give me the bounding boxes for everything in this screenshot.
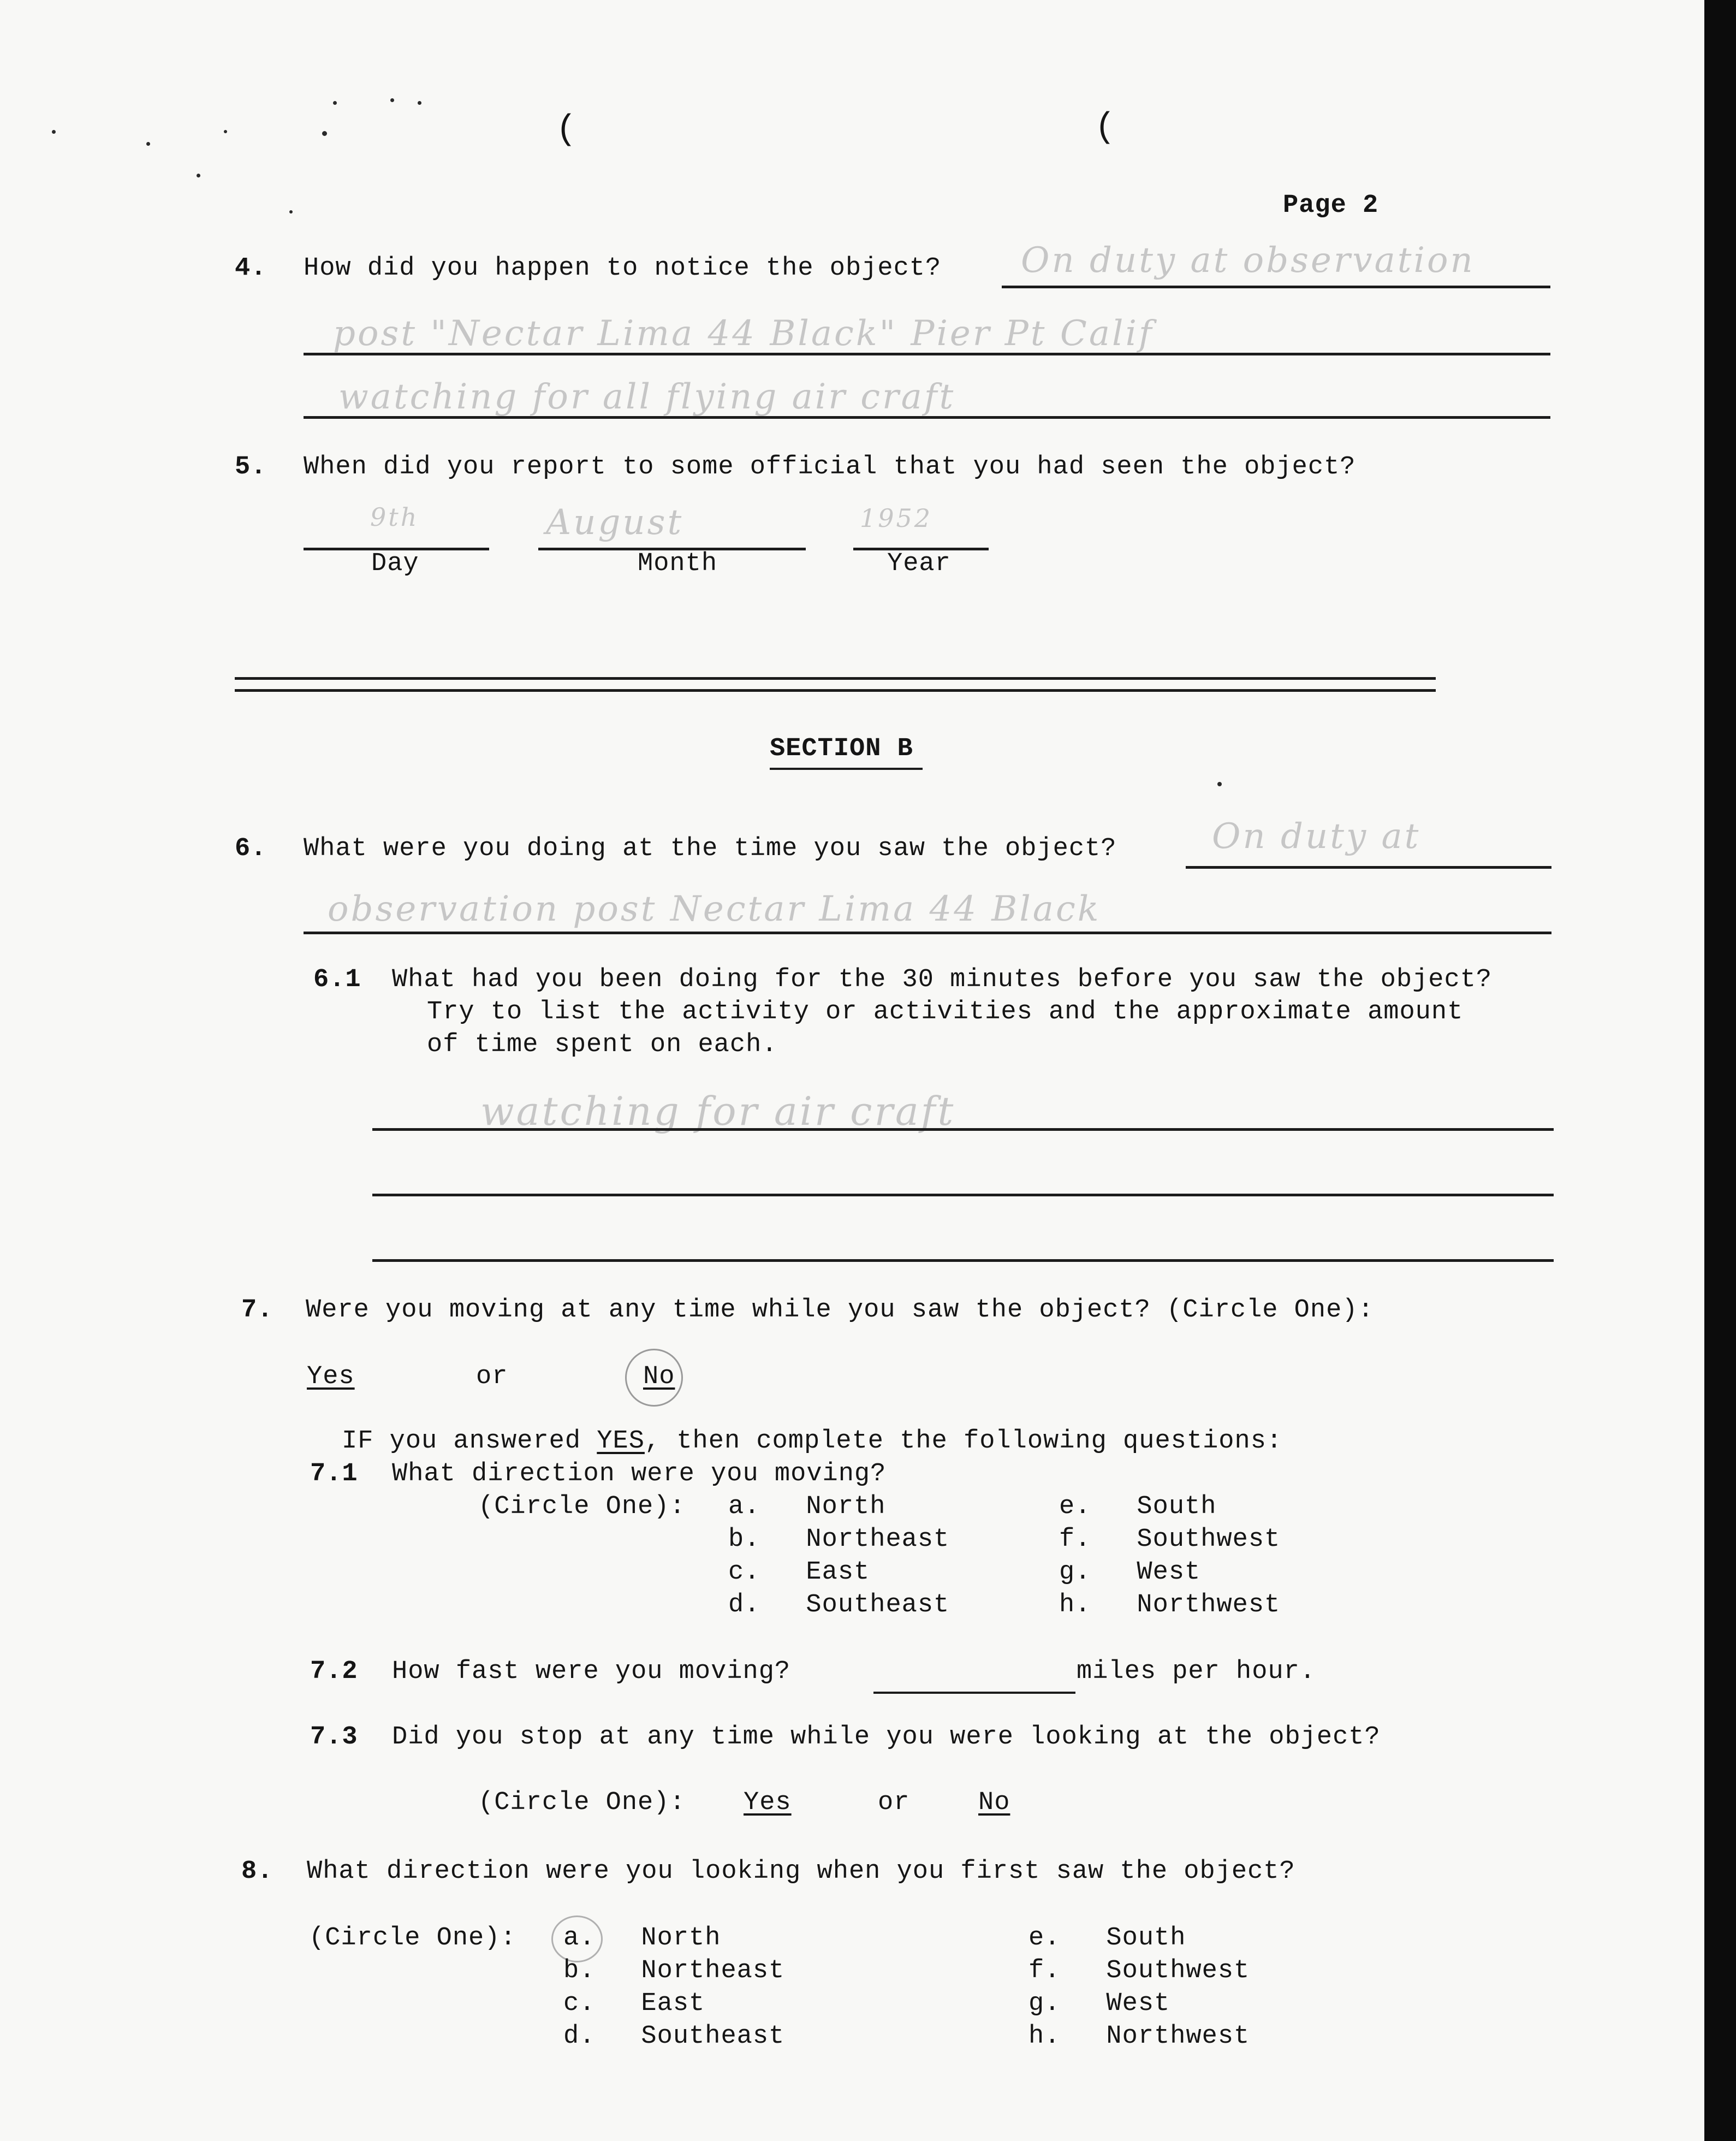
q8-question: What direction were you looking when you first saw the object? (307, 1857, 1295, 1886)
q6-handwriting: observation post Nectar Lima 44 Black (328, 889, 1101, 929)
q7-3-no-option[interactable]: No (978, 1788, 1010, 1817)
q7-if-line (342, 1426, 1282, 1457)
q6-handwriting: On duty at (1212, 816, 1421, 857)
q8-option-h[interactable] (1028, 2021, 1250, 2052)
scan-speck (289, 210, 293, 213)
q7-1-option-d[interactable] (728, 1590, 949, 1621)
option-label: West (1137, 1558, 1201, 1587)
q7-1-option-e[interactable] (1059, 1492, 1216, 1522)
option-letter: c. (728, 1558, 760, 1587)
q6-answer-line[interactable] (304, 932, 1551, 934)
option-label: East (641, 1989, 705, 2018)
q4-question: How did you happen to notice the object? (304, 254, 942, 283)
q5-month-label: Month (638, 549, 718, 578)
q7-2-unit: miles per hour. (1077, 1657, 1316, 1686)
q7-question: Were you moving at any time while you saw the object? (Circle One): (306, 1296, 1374, 1325)
scan-speck (224, 130, 227, 133)
q7-or: or (476, 1362, 508, 1391)
q6-1-question: What had you been doing for the 30 minutes before you saw the object? (392, 965, 1493, 994)
q6-number: 6. (235, 834, 267, 863)
paren-mark: ( (556, 110, 578, 150)
scan-speck (390, 98, 394, 102)
option-letter: d. (728, 1591, 760, 1620)
q7-number: 7. (241, 1296, 274, 1325)
q6-1-answer-line[interactable] (372, 1194, 1554, 1196)
q8-option-b[interactable] (563, 1956, 784, 1986)
q5-year-handwriting: 1952 (860, 503, 933, 533)
option-label: Northeast (641, 1956, 785, 1985)
q8-option-a[interactable] (563, 1923, 721, 1954)
q7-1-number: 7.1 (310, 1460, 358, 1488)
q8-option-g[interactable] (1028, 1989, 1170, 2019)
q7-3-number: 7.3 (310, 1723, 358, 1752)
q6-1-answer-line[interactable] (372, 1259, 1554, 1262)
section-divider (235, 689, 1436, 692)
option-label: Southwest (1106, 1956, 1250, 1985)
q7-if-suffix: , then complete the following questions: (644, 1427, 1283, 1456)
paren-mark: ( (1095, 108, 1116, 147)
q4-handwriting: post "Nectar Lima 44 Black" Pier Pt Calif (333, 313, 1154, 354)
q4-answer-line[interactable] (304, 353, 1550, 355)
q7-no-option[interactable]: No (643, 1362, 675, 1391)
option-letter: a. (728, 1492, 760, 1521)
scan-speck (333, 101, 337, 105)
option-letter: g. (1028, 1989, 1061, 2018)
q5-year-label: Year (887, 549, 951, 578)
option-letter: h. (1059, 1591, 1091, 1620)
option-letter: e. (1059, 1492, 1091, 1521)
scan-speck (197, 174, 200, 177)
scan-speck (322, 131, 327, 136)
option-label: Northwest (1137, 1591, 1281, 1620)
q7-1-question: What direction were you moving? (392, 1460, 887, 1488)
option-letter: d. (563, 2022, 596, 2051)
scan-speck (1217, 782, 1222, 786)
option-letter: b. (728, 1525, 760, 1554)
scan-speck (418, 101, 421, 105)
option-label: North (806, 1492, 886, 1521)
q7-1-option-c[interactable] (728, 1557, 870, 1588)
section-b-underline (770, 768, 923, 770)
q7-1-option-b[interactable] (728, 1525, 949, 1555)
option-letter: f. (1059, 1525, 1091, 1554)
q7-yes-option[interactable]: Yes (307, 1362, 355, 1391)
q8-option-c[interactable] (563, 1989, 705, 2019)
q8-option-f[interactable] (1028, 1956, 1250, 1986)
q7-1-option-h[interactable] (1059, 1590, 1280, 1621)
option-label: Northwest (1106, 2022, 1250, 2051)
q6-answer-line[interactable] (1186, 866, 1551, 869)
q8-option-d[interactable] (563, 2021, 784, 2052)
q5-day-label: Day (371, 549, 419, 578)
q5-number: 5. (235, 453, 267, 482)
q7-2-number: 7.2 (310, 1657, 358, 1686)
q7-if-prefix: IF you answered (342, 1427, 581, 1456)
q8-number: 8. (241, 1857, 274, 1886)
q7-1-circle-one: (Circle One): (478, 1492, 686, 1521)
q4-number: 4. (235, 254, 267, 283)
option-letter: f. (1028, 1956, 1061, 1985)
q4-answer-line[interactable] (304, 416, 1550, 419)
q8-option-e[interactable] (1028, 1923, 1186, 1954)
q4-handwriting: On duty at observation (1021, 240, 1475, 281)
q5-question: When did you report to some official that you had seen the object? (304, 453, 1356, 482)
q7-3-or: or (878, 1788, 910, 1817)
q7-1-option-a[interactable] (728, 1492, 885, 1522)
q5-month-handwriting: August (546, 502, 684, 543)
option-letter: b. (563, 1956, 596, 1985)
option-label: West (1106, 1989, 1170, 2018)
option-label: Northeast (806, 1525, 950, 1554)
q7-3-yes-option[interactable]: Yes (744, 1788, 792, 1817)
q6-1-number: 6.1 (313, 965, 361, 994)
option-label: Southeast (641, 2022, 785, 2051)
option-letter: g. (1059, 1558, 1091, 1587)
q6-1-handwriting: watching for air craft (480, 1088, 956, 1134)
option-label: South (1137, 1492, 1217, 1521)
section-b-title: SECTION B (770, 734, 913, 763)
q8-circle-one: (Circle One): (309, 1924, 516, 1953)
q4-handwriting: watching for all flying air craft (338, 377, 956, 417)
option-label: East (806, 1558, 870, 1587)
option-label: Southeast (806, 1591, 950, 1620)
q7-1-option-f[interactable] (1059, 1525, 1280, 1555)
option-label: Southwest (1137, 1525, 1281, 1554)
q7-3-circle-one: (Circle One): (478, 1788, 686, 1817)
q5-day-handwriting: 9th (370, 502, 419, 532)
option-label: North (641, 1924, 721, 1953)
option-letter: a. (563, 1924, 596, 1953)
option-label: South (1106, 1924, 1186, 1953)
q7-2-speed-line[interactable] (873, 1692, 1075, 1694)
q6-1-question: of time spent on each. (427, 1030, 778, 1059)
q7-if-yes: YES (597, 1427, 645, 1456)
scan-speck (146, 142, 150, 146)
option-letter: h. (1028, 2022, 1061, 2051)
option-letter: c. (563, 1989, 596, 2018)
section-divider (235, 677, 1436, 680)
q6-question: What were you doing at the time you saw the object? (304, 834, 1117, 863)
q7-3-question: Did you stop at any time while you were looking at the object? (392, 1723, 1381, 1752)
option-letter: e. (1028, 1924, 1061, 1953)
q6-1-question: Try to list the activity or activities and the approximate amount (427, 998, 1464, 1027)
q7-2-question: How fast were you moving? (392, 1657, 791, 1686)
q4-answer-line[interactable] (1002, 286, 1550, 288)
q6-1-answer-line[interactable] (372, 1128, 1554, 1131)
scan-speck (52, 130, 56, 134)
page-number: Page 2 (1283, 191, 1379, 220)
q7-1-option-g[interactable] (1059, 1557, 1200, 1588)
